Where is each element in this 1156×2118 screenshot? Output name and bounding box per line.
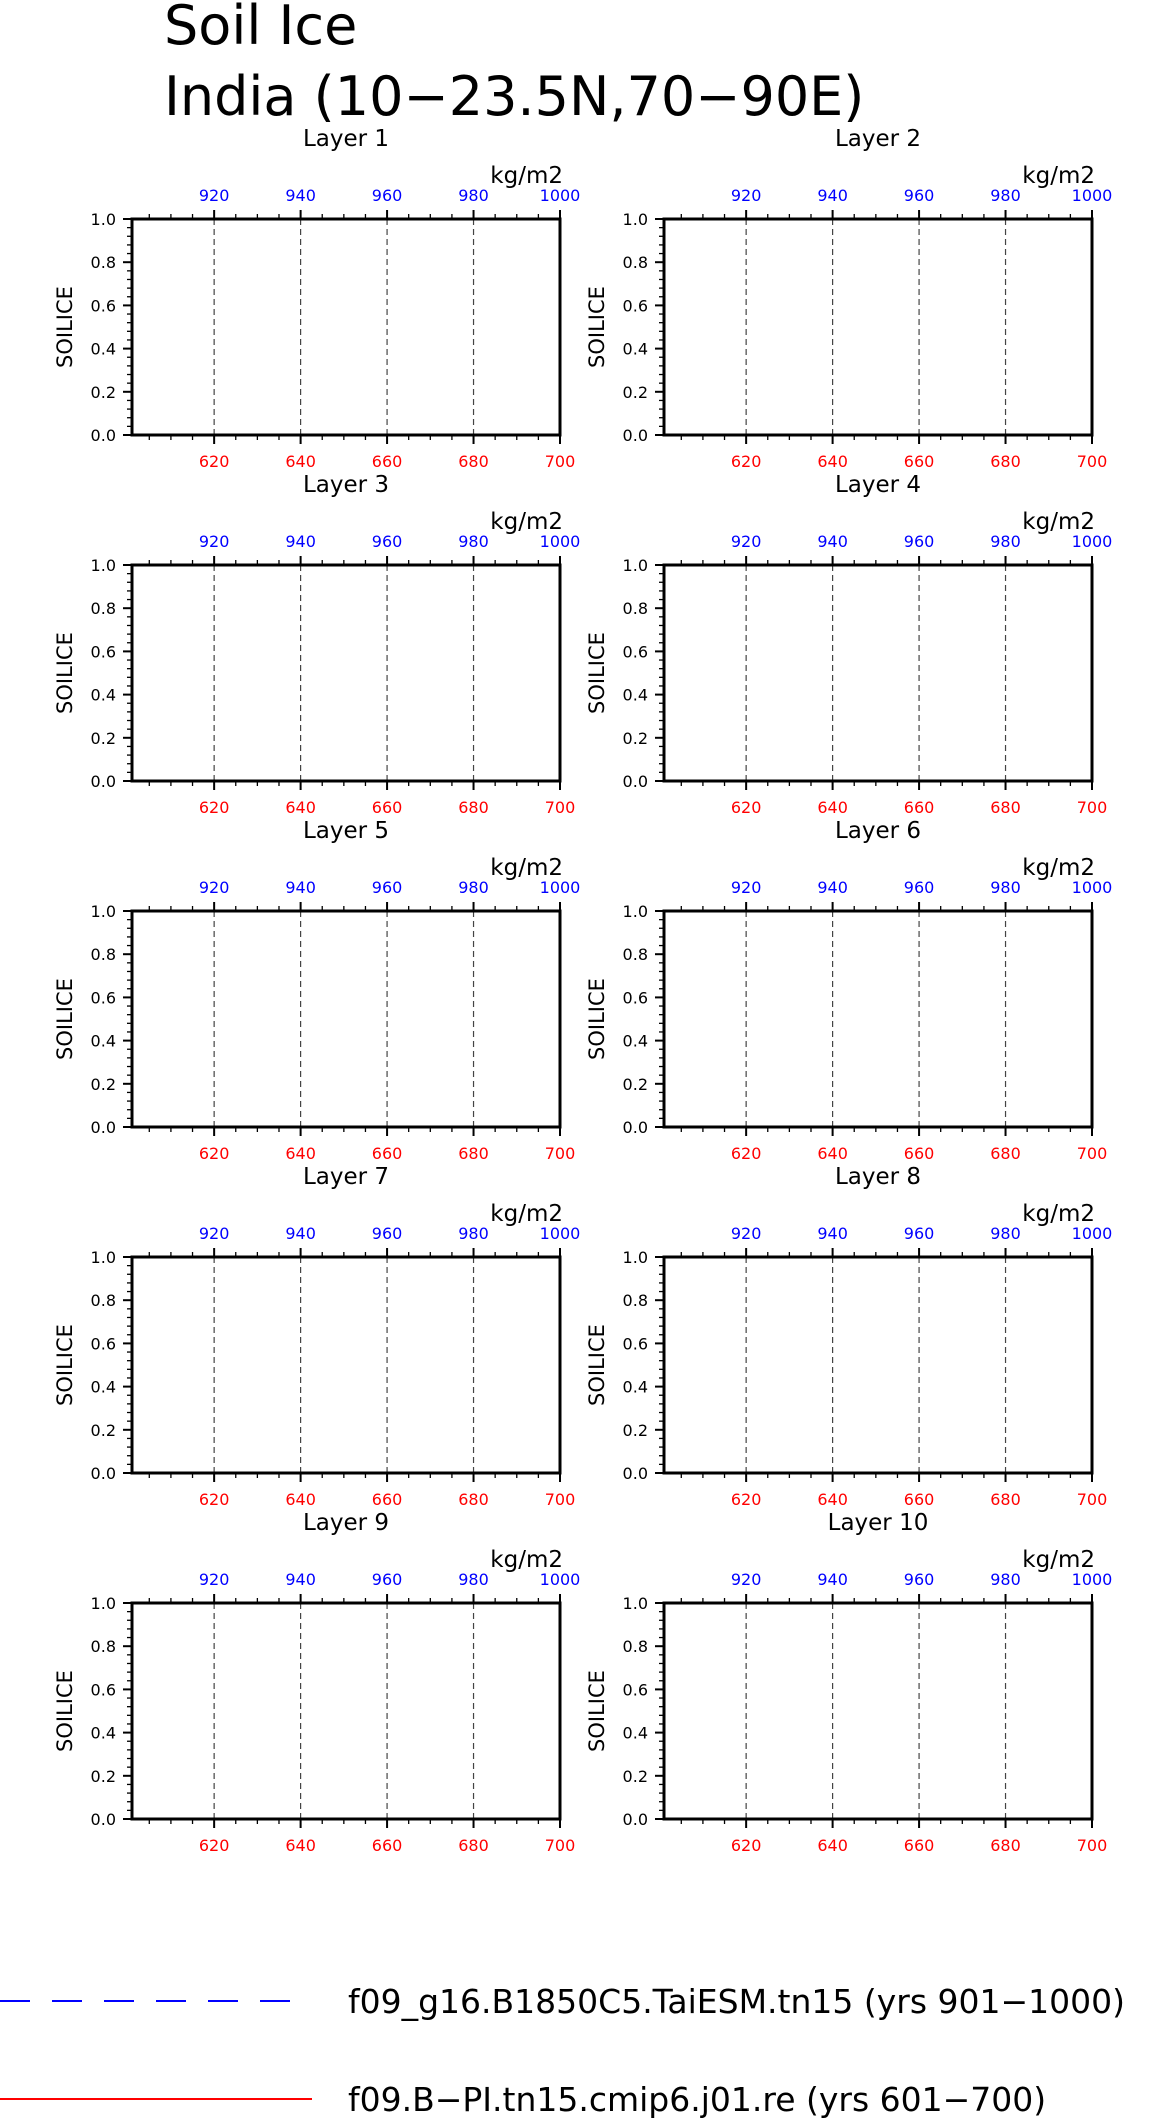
y-axis-label: SOILICE	[585, 632, 609, 714]
x-bottom-tick-label: 660	[371, 452, 403, 471]
x-bottom-tick-label: 680	[990, 1490, 1021, 1509]
x-bottom-tick-label: 620	[730, 1144, 762, 1163]
panel-title: Layer 2	[834, 126, 922, 152]
y-axis-label: SOILICE	[53, 632, 77, 714]
x-top-tick-label: 1000	[1071, 1224, 1113, 1243]
y-tick-label: 0.2	[622, 382, 648, 402]
x-bottom-tick-label: 680	[458, 1490, 489, 1509]
x-bottom-tick-label: 660	[903, 1144, 935, 1163]
y-tick-label: 0.8	[622, 1291, 648, 1311]
y-tick-label: 1.0	[622, 1594, 648, 1613]
y-axis-label: SOILICE	[53, 1670, 77, 1752]
x-top-tick-label: 1000	[539, 878, 581, 897]
y-axis-label: SOILICE	[53, 286, 77, 368]
x-top-tick-label: 980	[990, 532, 1021, 551]
plot-frame	[132, 1257, 560, 1473]
y-tick-label: 1.0	[90, 902, 116, 921]
x-top-axis-label: kg/m2	[490, 509, 563, 535]
x-bottom-tick-label: 680	[458, 798, 489, 817]
x-top-tick-label: 920	[198, 532, 230, 551]
legend-label: f09_g16.B1850C5.TaiESM.tn15 (yrs 901−1000)	[348, 1982, 1126, 2021]
x-bottom-tick-label: 700	[544, 1836, 576, 1855]
plot-frame	[132, 565, 560, 781]
plot-frame	[664, 1603, 1092, 1819]
y-axis-label: SOILICE	[585, 1324, 609, 1406]
x-bottom-tick-label: 700	[1076, 1144, 1108, 1163]
y-tick-label: 0.0	[90, 1118, 116, 1137]
panel-title: Layer 10	[827, 1510, 929, 1536]
x-bottom-tick-label: 640	[285, 1490, 316, 1509]
x-bottom-tick-label: 700	[1076, 452, 1108, 471]
plot-frame	[132, 1603, 560, 1819]
y-tick-label: 1.0	[622, 210, 648, 229]
y-tick-label: 0.6	[90, 1680, 116, 1700]
y-tick-label: 0.4	[622, 1723, 648, 1743]
y-tick-label: 0.4	[90, 685, 116, 705]
x-bottom-tick-label: 640	[817, 798, 848, 817]
y-tick-label: 0.2	[622, 728, 648, 748]
chart-panel	[53, 126, 580, 471]
y-axis-label: SOILICE	[585, 286, 609, 368]
y-tick-label: 0.6	[90, 642, 116, 662]
x-bottom-tick-label: 700	[544, 798, 576, 817]
x-top-tick-label: 980	[458, 1224, 489, 1243]
y-tick-label: 0.0	[90, 1464, 116, 1483]
y-tick-label: 0.2	[622, 1766, 648, 1786]
panel-title: Layer 8	[834, 1164, 922, 1190]
x-bottom-tick-label: 700	[1076, 1836, 1108, 1855]
x-top-axis-label: kg/m2	[490, 1201, 563, 1227]
x-bottom-tick-label: 620	[198, 1144, 230, 1163]
x-top-tick-label: 940	[817, 1570, 848, 1589]
y-tick-label: 0.4	[90, 1377, 116, 1397]
y-tick-label: 0.0	[90, 1810, 116, 1829]
y-tick-label: 0.4	[622, 339, 648, 359]
chart-panel	[585, 1164, 1112, 1509]
plot-frame	[664, 1257, 1092, 1473]
chart-panel	[585, 472, 1112, 817]
y-tick-label: 0.8	[90, 945, 116, 965]
x-top-tick-label: 940	[817, 878, 848, 897]
legend-label: f09.B−PI.tn15.cmip6.j01.re (yrs 601−700)	[348, 2080, 1047, 2118]
plot-frame	[132, 219, 560, 435]
chart-panel	[53, 1164, 580, 1509]
x-top-axis-label: kg/m2	[1022, 163, 1095, 189]
x-top-tick-label: 940	[285, 1224, 316, 1243]
chart-panel	[585, 818, 1112, 1163]
x-top-axis-label: kg/m2	[490, 855, 563, 881]
y-tick-label: 0.6	[622, 1680, 648, 1700]
x-bottom-tick-label: 660	[371, 1836, 403, 1855]
y-tick-label: 0.4	[90, 339, 116, 359]
x-top-tick-label: 960	[903, 1224, 935, 1243]
x-top-tick-label: 1000	[1071, 186, 1113, 205]
x-top-tick-label: 980	[990, 1570, 1021, 1589]
x-bottom-tick-label: 680	[458, 452, 489, 471]
x-top-tick-label: 920	[198, 1224, 230, 1243]
x-bottom-tick-label: 640	[817, 1490, 848, 1509]
x-bottom-tick-label: 620	[730, 452, 762, 471]
x-top-tick-label: 920	[198, 1570, 230, 1589]
panel-title: Layer 7	[302, 1164, 390, 1190]
x-top-tick-label: 960	[371, 186, 403, 205]
panel-title: Layer 5	[302, 818, 390, 844]
x-bottom-tick-label: 640	[817, 452, 848, 471]
x-top-tick-label: 980	[458, 186, 489, 205]
x-bottom-tick-label: 680	[458, 1144, 489, 1163]
x-bottom-tick-label: 660	[371, 1144, 403, 1163]
x-bottom-tick-label: 640	[817, 1144, 848, 1163]
x-top-axis-label: kg/m2	[490, 1547, 563, 1573]
chart-panel	[53, 818, 580, 1163]
y-tick-label: 1.0	[622, 1248, 648, 1267]
figure-title-line1: Soil Ice	[164, 0, 358, 57]
x-top-axis-label: kg/m2	[1022, 509, 1095, 535]
y-tick-label: 0.2	[90, 1074, 116, 1094]
y-tick-label: 0.6	[90, 988, 116, 1008]
x-bottom-tick-label: 620	[198, 452, 230, 471]
x-top-tick-label: 940	[817, 532, 848, 551]
x-bottom-tick-label: 640	[817, 1836, 848, 1855]
x-top-tick-label: 1000	[539, 1570, 581, 1589]
y-tick-label: 1.0	[622, 902, 648, 921]
panel-grid	[53, 126, 1112, 1855]
panel-title: Layer 3	[302, 472, 390, 498]
x-bottom-tick-label: 680	[990, 452, 1021, 471]
chart-panel	[585, 1510, 1112, 1855]
plot-frame	[132, 911, 560, 1127]
panel-title: Layer 9	[302, 1510, 390, 1536]
x-bottom-tick-label: 640	[285, 1836, 316, 1855]
x-top-tick-label: 960	[903, 878, 935, 897]
panel-title: Layer 6	[834, 818, 922, 844]
y-tick-label: 0.2	[622, 1074, 648, 1094]
x-top-tick-label: 940	[285, 532, 316, 551]
y-axis-label: SOILICE	[585, 1670, 609, 1752]
x-top-tick-label: 980	[458, 1570, 489, 1589]
x-top-tick-label: 980	[990, 878, 1021, 897]
y-axis-label: SOILICE	[53, 1324, 77, 1406]
x-top-tick-label: 920	[730, 186, 762, 205]
y-axis-label: SOILICE	[53, 978, 77, 1060]
x-top-tick-label: 1000	[539, 532, 581, 551]
y-tick-label: 1.0	[90, 1594, 116, 1613]
x-bottom-tick-label: 660	[371, 798, 403, 817]
x-bottom-tick-label: 660	[903, 1836, 935, 1855]
x-top-tick-label: 940	[817, 186, 848, 205]
y-tick-label: 0.4	[622, 1377, 648, 1397]
x-bottom-tick-label: 620	[198, 1836, 230, 1855]
y-tick-label: 0.0	[622, 772, 648, 791]
x-bottom-tick-label: 640	[285, 1144, 316, 1163]
x-bottom-tick-label: 680	[458, 1836, 489, 1855]
y-tick-label: 0.8	[622, 945, 648, 965]
y-tick-label: 0.4	[90, 1723, 116, 1743]
x-top-axis-label: kg/m2	[1022, 1547, 1095, 1573]
x-bottom-tick-label: 620	[198, 1490, 230, 1509]
x-top-tick-label: 920	[730, 878, 762, 897]
y-tick-label: 0.2	[90, 382, 116, 402]
y-tick-label: 0.0	[90, 426, 116, 445]
x-bottom-tick-label: 700	[544, 1490, 576, 1509]
x-top-tick-label: 940	[285, 1570, 316, 1589]
y-tick-label: 0.8	[90, 1291, 116, 1311]
y-tick-label: 0.6	[622, 1334, 648, 1354]
y-tick-label: 0.0	[622, 1810, 648, 1829]
x-top-tick-label: 920	[730, 1224, 762, 1243]
y-tick-label: 0.6	[622, 988, 648, 1008]
y-tick-label: 0.8	[90, 599, 116, 619]
x-top-tick-label: 960	[371, 1224, 403, 1243]
chart-panel	[53, 472, 580, 817]
x-top-tick-label: 980	[458, 878, 489, 897]
x-bottom-tick-label: 680	[990, 1836, 1021, 1855]
panel-title: Layer 4	[834, 472, 922, 498]
y-tick-label: 1.0	[90, 210, 116, 229]
x-top-tick-label: 1000	[539, 186, 581, 205]
x-top-tick-label: 920	[730, 1570, 762, 1589]
x-top-tick-label: 980	[458, 532, 489, 551]
y-tick-label: 0.6	[90, 1334, 116, 1354]
x-bottom-tick-label: 660	[903, 452, 935, 471]
x-bottom-tick-label: 660	[371, 1490, 403, 1509]
x-top-tick-label: 940	[285, 186, 316, 205]
x-top-tick-label: 960	[903, 532, 935, 551]
y-tick-label: 1.0	[622, 556, 648, 575]
y-tick-label: 0.2	[90, 1420, 116, 1440]
x-bottom-tick-label: 700	[544, 452, 576, 471]
y-tick-label: 0.8	[90, 253, 116, 273]
x-top-tick-label: 920	[198, 878, 230, 897]
x-top-tick-label: 1000	[1071, 1570, 1113, 1589]
x-bottom-tick-label: 700	[1076, 798, 1108, 817]
x-bottom-tick-label: 700	[544, 1144, 576, 1163]
plot-frame	[664, 219, 1092, 435]
x-top-tick-label: 980	[990, 1224, 1021, 1243]
y-tick-label: 0.0	[90, 772, 116, 791]
x-top-tick-label: 940	[285, 878, 316, 897]
figure-title-line2: India (10−23.5N,70−90E)	[164, 65, 865, 128]
x-bottom-tick-label: 620	[730, 1836, 762, 1855]
y-tick-label: 0.0	[622, 1118, 648, 1137]
x-bottom-tick-label: 700	[1076, 1490, 1108, 1509]
y-axis-label: SOILICE	[585, 978, 609, 1060]
x-top-tick-label: 960	[903, 186, 935, 205]
plot-frame	[664, 911, 1092, 1127]
chart-panel	[53, 1510, 580, 1855]
x-bottom-tick-label: 660	[903, 1490, 935, 1509]
y-tick-label: 1.0	[90, 556, 116, 575]
x-bottom-tick-label: 620	[730, 798, 762, 817]
x-top-axis-label: kg/m2	[1022, 855, 1095, 881]
legend	[0, 1982, 1125, 2118]
y-tick-label: 0.0	[622, 426, 648, 445]
x-bottom-tick-label: 660	[903, 798, 935, 817]
y-tick-label: 0.2	[622, 1420, 648, 1440]
y-tick-label: 0.6	[90, 296, 116, 316]
y-tick-label: 0.8	[90, 1637, 116, 1657]
x-top-tick-label: 920	[730, 532, 762, 551]
x-bottom-tick-label: 620	[730, 1490, 762, 1509]
y-tick-label: 0.8	[622, 253, 648, 273]
y-tick-label: 0.8	[622, 599, 648, 619]
y-tick-label: 0.2	[90, 728, 116, 748]
y-tick-label: 0.6	[622, 642, 648, 662]
y-tick-label: 0.6	[622, 296, 648, 316]
x-bottom-tick-label: 640	[285, 452, 316, 471]
x-top-tick-label: 920	[198, 186, 230, 205]
x-top-tick-label: 980	[990, 186, 1021, 205]
panel-title: Layer 1	[302, 126, 390, 152]
x-bottom-tick-label: 620	[198, 798, 230, 817]
x-top-axis-label: kg/m2	[1022, 1201, 1095, 1227]
x-top-tick-label: 960	[903, 1570, 935, 1589]
x-bottom-tick-label: 640	[285, 798, 316, 817]
y-tick-label: 0.4	[90, 1031, 116, 1051]
x-top-tick-label: 960	[371, 1570, 403, 1589]
y-tick-label: 0.4	[622, 1031, 648, 1051]
x-bottom-tick-label: 680	[990, 1144, 1021, 1163]
y-tick-label: 0.0	[622, 1464, 648, 1483]
x-top-tick-label: 1000	[1071, 878, 1113, 897]
x-top-tick-label: 940	[817, 1224, 848, 1243]
x-top-tick-label: 1000	[1071, 532, 1113, 551]
y-tick-label: 1.0	[90, 1248, 116, 1267]
x-top-tick-label: 1000	[539, 1224, 581, 1243]
x-top-tick-label: 960	[371, 532, 403, 551]
plot-frame	[664, 565, 1092, 781]
y-tick-label: 0.8	[622, 1637, 648, 1657]
y-tick-label: 0.4	[622, 685, 648, 705]
x-bottom-tick-label: 680	[990, 798, 1021, 817]
x-top-axis-label: kg/m2	[490, 163, 563, 189]
y-tick-label: 0.2	[90, 1766, 116, 1786]
x-top-tick-label: 960	[371, 878, 403, 897]
chart-panel	[585, 126, 1112, 471]
